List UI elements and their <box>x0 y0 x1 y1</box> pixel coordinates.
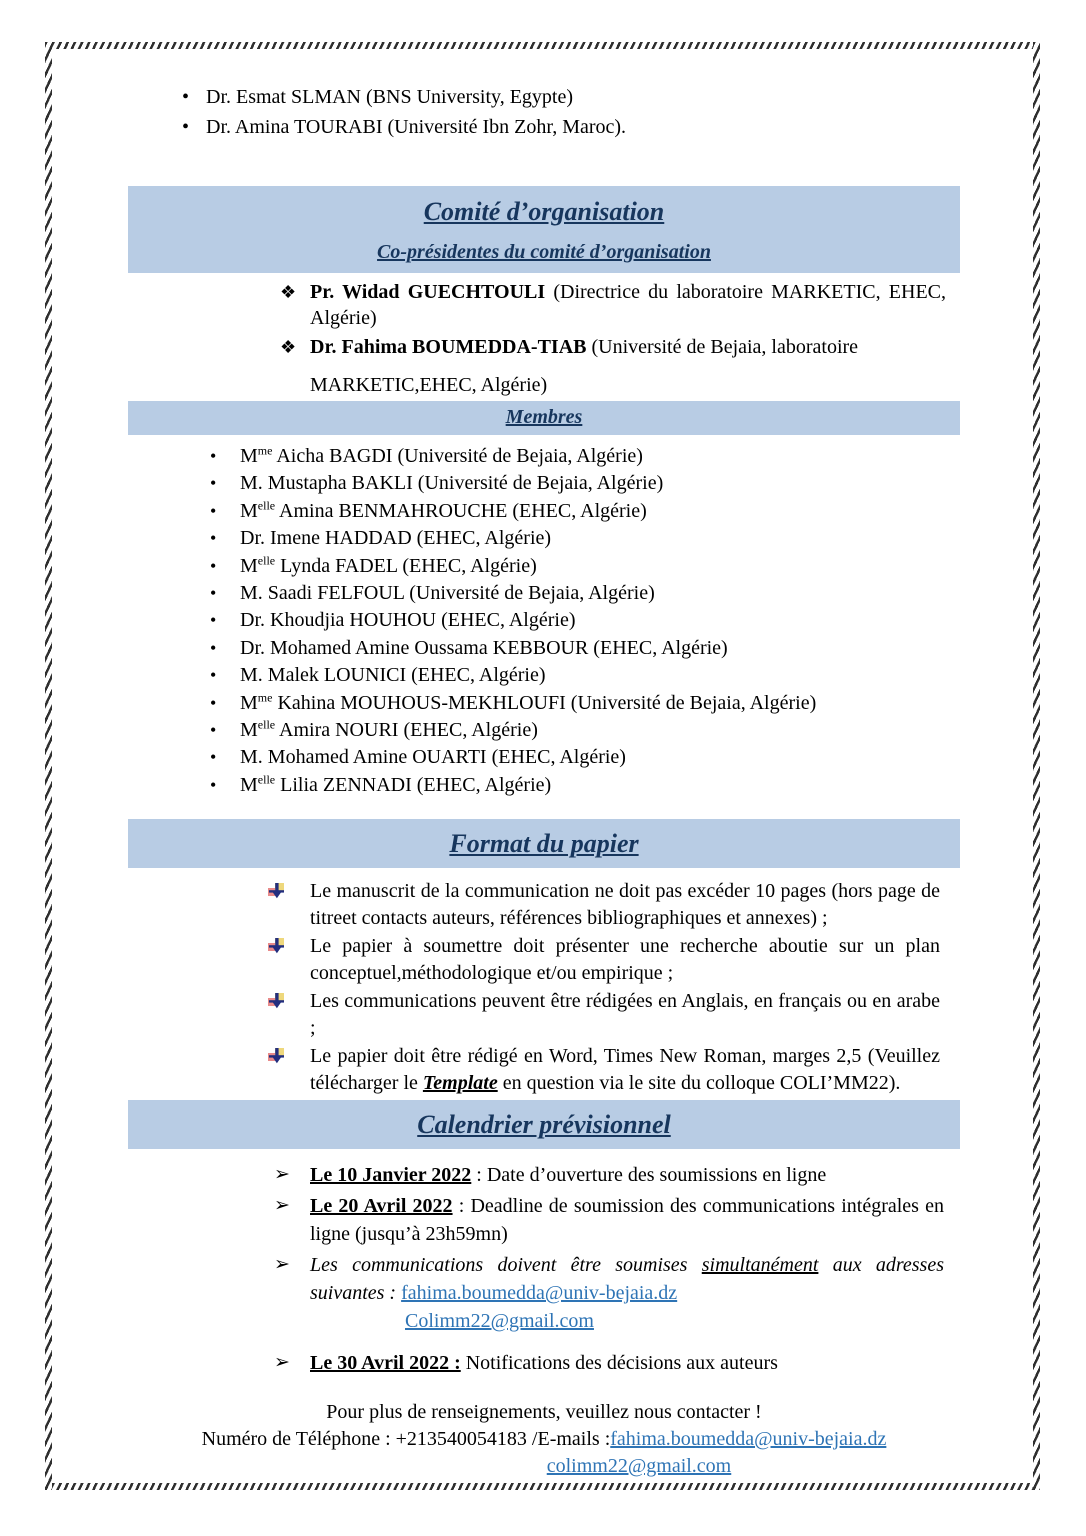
list-item <box>182 82 960 112</box>
co-president-desc: (Université de Bejaia, laboratoire <box>586 336 859 358</box>
member-title-prefix: M <box>240 445 258 467</box>
calendar-item <box>274 1349 944 1377</box>
contact-footer <box>128 1399 960 1480</box>
text-segment: Les communications peuvent être rédigées en Anglais, en français ou en arabe ; <box>310 990 940 1039</box>
co-president-desc-extra: MARKETIC,EHEC, Algérie) <box>310 374 548 396</box>
member-item <box>210 607 960 634</box>
member-item <box>210 525 960 552</box>
member-name-text: Lilia ZENNADI (EHEC, Algérie) <box>275 773 552 796</box>
section-title-organisation: Comité d’organisation <box>423 197 665 226</box>
member-title-superscript: elle <box>257 552 276 567</box>
arrow-bullet-icon: ➢ <box>274 1164 290 1186</box>
member-name-text: Khoudjia HOUHOU (EHEC, Algérie) <box>265 609 576 632</box>
section-title-calendar: Calendrier prévisionnel <box>417 1110 671 1140</box>
format-rule-item <box>310 988 940 1041</box>
member-title-prefix: M <box>240 719 258 742</box>
text-segment: Le 30 Avril 2022 : <box>310 1352 461 1375</box>
section-header-membres <box>128 401 960 435</box>
member-title-superscript: me <box>257 443 273 458</box>
member-name-text: Kahina MOUHOUS-MEKHLOUFI (Université de Bejaia, Algérie) <box>272 691 817 714</box>
dot-bullet-icon: • <box>210 528 217 549</box>
border-edge-bottom <box>45 1483 1040 1490</box>
document-content <box>128 62 960 1480</box>
dot-bullet-icon: • <box>210 637 217 658</box>
calendar-item <box>274 1192 944 1248</box>
section-title-membres: Membres <box>505 406 583 428</box>
member-title-prefix: Dr. <box>240 609 265 632</box>
member-item <box>210 580 960 607</box>
member-name-text: Amira NOURI (EHEC, Algérie) <box>275 719 538 742</box>
section-header-calendar <box>128 1100 960 1149</box>
text-segment: Template <box>422 1071 498 1094</box>
text-segment: simultanément <box>701 1254 819 1277</box>
co-president-name: Dr. Fahima BOUMEDDA-TIAB <box>310 336 587 358</box>
member-item <box>210 690 960 717</box>
dot-bullet-icon: • <box>210 555 217 576</box>
member-title-superscript: elle <box>257 717 276 732</box>
section-header-organisation <box>128 186 960 273</box>
member-title-superscript: elle <box>257 498 276 513</box>
member-name-text: Mohamed Amine OUARTI (EHEC, Algérie) <box>262 746 626 769</box>
member-name-text: Mustapha BAKLI (Université de Bejaia, Algérie) <box>262 472 664 495</box>
border-edge-left <box>45 42 52 1490</box>
co-president-name: Pr. Widad GUECHTOULI <box>310 281 546 303</box>
member-item <box>210 662 960 689</box>
member-title-prefix: M <box>240 554 258 577</box>
text-segment: Le 10 Janvier 2022 <box>310 1164 472 1187</box>
dot-bullet-icon: • <box>210 774 217 795</box>
member-title-prefix: M <box>240 773 258 796</box>
arrow-bullet-icon: ➢ <box>274 1195 290 1217</box>
format-rule-item <box>310 933 940 986</box>
text-segment: Notifications des décisions aux auteurs <box>460 1352 778 1375</box>
member-name-text: Aicha BAGDI (Université de Bejaia, Algérie) <box>272 445 643 467</box>
member-item <box>210 772 960 799</box>
member-title-prefix: M <box>240 499 258 522</box>
member-name-text: Lynda FADEL (EHEC, Algérie) <box>275 554 537 577</box>
download-arrow-icon <box>268 937 286 955</box>
member-title-prefix: M <box>240 691 258 714</box>
email-link-fahima[interactable]: fahima.boumedda@univ-bejaia.dz <box>610 1428 887 1451</box>
email-link[interactable]: fahima.boumedda@univ-bejaia.dz <box>401 1282 678 1305</box>
list-item-text: Dr. Esmat SLMAN (BNS University, Egypte) <box>206 86 574 108</box>
text-segment: Le manuscrit de la communication ne doit pas excéder 10 pages (hors page de titreet contacts auteurs, références bibliographiques et annexes) ; <box>310 880 940 929</box>
format-rule-item <box>310 878 940 931</box>
member-name-text: Imene HADDAD (EHEC, Algérie) <box>265 527 552 550</box>
footer-contact-line: Pour plus de renseignements, veuillez nous contacter ! <box>326 1401 762 1424</box>
dot-bullet-icon: • <box>182 116 190 138</box>
member-item <box>210 744 960 771</box>
dot-bullet-icon: • <box>210 583 217 604</box>
member-item <box>210 498 960 525</box>
section-subtitle-copresidentes: Co-présidentes du comité d’organisation <box>377 241 711 263</box>
member-item <box>210 635 960 662</box>
text-segment: Le 20 Avril 2022 <box>310 1195 453 1218</box>
dot-bullet-icon: • <box>210 446 217 466</box>
co-president-item <box>280 334 946 398</box>
member-item <box>210 552 960 580</box>
scientific-committee-list <box>128 82 960 142</box>
member-name-text: Saadi FELFOUL (Université de Bejaia, Algérie) <box>262 582 655 605</box>
email-link-colimm[interactable]: colimm22@gmail.com <box>546 1455 732 1478</box>
dot-bullet-icon: • <box>210 610 217 631</box>
dot-bullet-icon: • <box>210 720 217 741</box>
email-link[interactable]: Colimm22@gmail.com <box>405 1310 594 1333</box>
download-arrow-icon <box>268 882 286 900</box>
member-title-prefix: Dr. <box>240 636 265 659</box>
members-list <box>128 443 960 799</box>
member-title-prefix: Dr. <box>240 527 265 550</box>
text-segment: : Date d’ouverture des soumissions en ligne <box>471 1164 827 1187</box>
calendar-list <box>128 1161 960 1377</box>
text-segment: : Deadline de soumission des communications intégrales en ligne (jusqu’à 23h59mn) <box>310 1195 944 1246</box>
member-name-text: Malek LOUNICI (EHEC, Algérie) <box>262 664 546 687</box>
co-president-desc: (Directrice du laboratoire MARKETIC, EHEC, Algérie) <box>310 281 947 329</box>
member-title-prefix: M. <box>240 582 263 605</box>
list-item-text: Dr. Amina TOURABI (Université Ibn Zohr, Maroc). <box>206 116 627 138</box>
co-president-item <box>280 279 947 331</box>
dot-bullet-icon: • <box>182 86 190 108</box>
dot-bullet-icon: • <box>210 692 217 713</box>
download-arrow-icon <box>268 1047 286 1065</box>
dot-bullet-icon: • <box>210 500 217 521</box>
calendar-item <box>274 1161 944 1189</box>
text-segment: en question via le site du colloque COLI’MM22). <box>497 1071 901 1094</box>
member-name-text: Mohamed Amine Oussama KEBBOUR (EHEC, Algérie) <box>265 636 728 659</box>
format-rule-item <box>310 1043 940 1096</box>
text-segment: aux adresses suivantes : <box>310 1254 944 1305</box>
list-item <box>182 112 960 142</box>
footer-email-line <box>128 1453 960 1480</box>
member-item <box>210 443 960 470</box>
dot-bullet-icon: • <box>210 747 217 768</box>
member-title-prefix: M. <box>240 746 263 769</box>
border-edge-top <box>45 42 1040 49</box>
diamond-bullet-icon: ❖ <box>280 337 297 357</box>
calendar-item <box>274 1251 944 1335</box>
footer-phone-line <box>128 1426 960 1453</box>
member-title-superscript: elle <box>257 772 276 787</box>
dot-bullet-icon: • <box>210 665 217 686</box>
arrow-bullet-icon: ➢ <box>274 1352 290 1374</box>
paper-format-list <box>128 878 960 1096</box>
member-title-superscript: me <box>257 690 273 704</box>
footer-phone-text: Numéro de Téléphone : +213540054183 /E-mails : <box>201 1428 611 1451</box>
section-header-format <box>128 819 960 868</box>
member-name-text: Amina BENMAHROUCHE (EHEC, Algérie) <box>275 499 647 522</box>
dot-bullet-icon: • <box>210 473 217 494</box>
arrow-bullet-icon: ➢ <box>274 1254 290 1276</box>
section-title-format: Format du papier <box>449 829 639 859</box>
co-presidents-list <box>128 279 960 398</box>
download-arrow-icon <box>268 992 286 1010</box>
border-edge-right <box>1033 42 1040 1490</box>
diamond-bullet-icon: ❖ <box>280 282 297 302</box>
member-item <box>210 717 960 744</box>
member-item <box>210 470 960 497</box>
member-title-prefix: M. <box>240 472 263 495</box>
member-title-prefix: M. <box>240 664 263 687</box>
text-segment: Le papier doit être rédigé en Word, Times New Roman, marges 2,5 (Veuillez télécharger le <box>310 1045 940 1094</box>
text-segment: Les communications doivent être soumises <box>310 1254 702 1277</box>
text-segment: Le papier à soumettre doit présenter une recherche aboutie sur un plan conceptuel,méthodologique et/ou empirique ; <box>310 935 940 984</box>
